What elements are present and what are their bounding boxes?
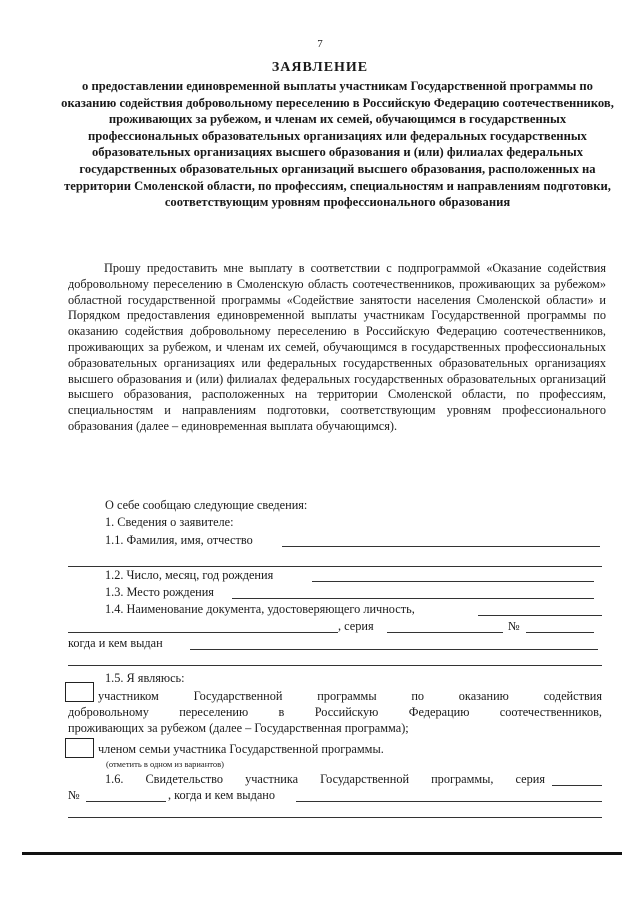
document-subtitle: о предоставлении единовременной выплаты участникам Государственной программы по оказанию содействия добровольному переселению в Российскую Федерацию соотечественников, проживающих за рубежом, и членам их семей, обучающимся в государственных профессиональных образовательных организациях или федеральных государственных образовательных организациях высшего образования и (или) филиалах федеральных государственных образовательных организаций высшего образования, расположенных на территории Смоленской области, по профессиям, специальностям и направлениям подготовки, соответствующим уровням профессионального образования <box>61 79 614 210</box>
birth-date-label: 1.2. Число, месяц, год рождения <box>105 568 274 582</box>
number-label: № <box>508 619 520 633</box>
issued-by-field-line2[interactable] <box>68 665 602 666</box>
certificate-series-field[interactable] <box>552 785 602 786</box>
birth-place-label: 1.3. Место рождения <box>105 585 214 599</box>
program-participant-checkbox[interactable] <box>65 682 94 702</box>
identity-document-field-line2[interactable] <box>68 632 338 633</box>
section-applicant-heading: 1. Сведения о заявителе: <box>105 515 234 529</box>
certificate-issued-label: , когда и кем выдано <box>168 788 276 802</box>
document-series-field[interactable] <box>387 632 503 633</box>
identity-document-field[interactable] <box>478 615 602 616</box>
status-heading: 1.5. Я являюсь: <box>105 671 185 685</box>
certificate-label: 1.6. Свидетельство участника Государственной программы, серия <box>105 772 545 786</box>
full-name-label: 1.1. Фамилия, имя, отчество <box>105 533 253 547</box>
option-family-member: членом семьи участника Государственной программы. <box>98 742 384 756</box>
certificate-issued-field-line2[interactable] <box>68 817 602 818</box>
full-name-field[interactable] <box>282 546 600 547</box>
document-title: ЗАЯВЛЕНИЕ <box>271 60 369 75</box>
certificate-issued-field[interactable] <box>296 801 602 802</box>
about-heading: О себе сообщаю следующие сведения: <box>105 498 308 512</box>
option-participant-line2: добровольному переселению в Российскую Федерацию соотечественников, <box>68 705 602 719</box>
intro-paragraph: Прошу предоставить мне выплату в соответствии с подпрограммой «Оказание содействия добровольному переселению в Смоленскую область соотечественников, проживающих за рубежом» областной государственной программы «Содействие занятости населения Смоленской области» и Порядком предоставления единовременной выплаты участникам Государственной программы по оказанию содействия добровольному переселению в Российскую Федерацию соотечественников, проживающих за рубежом, и членам их семей, обучающимся в государственных профессиональных образовательных организациях или федеральных государственных образовательных организациях высшего образования и (или) филиалах федеральных государственных образовательных организаций высшего образования, расположенных на территории Смоленской области, по профессиям, специальностям и направлениям подготовки, соответствующим уровням профессионального образования (далее – единовременная выплата обучающимся). <box>68 261 606 433</box>
option-participant-line1: участником Государственной программы по оказанию содействия <box>98 689 602 703</box>
birth-place-field[interactable] <box>232 598 594 599</box>
selection-note: (отметить в одном из вариантов) <box>106 759 224 769</box>
page-number: 7 <box>317 38 323 50</box>
page-bottom-rule <box>22 852 622 855</box>
identity-document-label: 1.4. Наименование документа, удостоверяющего личность, <box>105 602 415 616</box>
birth-date-field[interactable] <box>312 581 594 582</box>
certificate-number-field[interactable] <box>86 801 166 802</box>
option-participant-line3: проживающих за рубежом (далее – Государственная программа); <box>68 721 409 735</box>
family-member-checkbox[interactable] <box>65 738 94 758</box>
issued-by-field[interactable] <box>190 649 598 650</box>
series-label: , серия <box>338 619 374 633</box>
issued-by-label: когда и кем выдан <box>68 636 163 650</box>
certificate-number-label: № <box>68 788 80 802</box>
document-number-field[interactable] <box>526 632 594 633</box>
